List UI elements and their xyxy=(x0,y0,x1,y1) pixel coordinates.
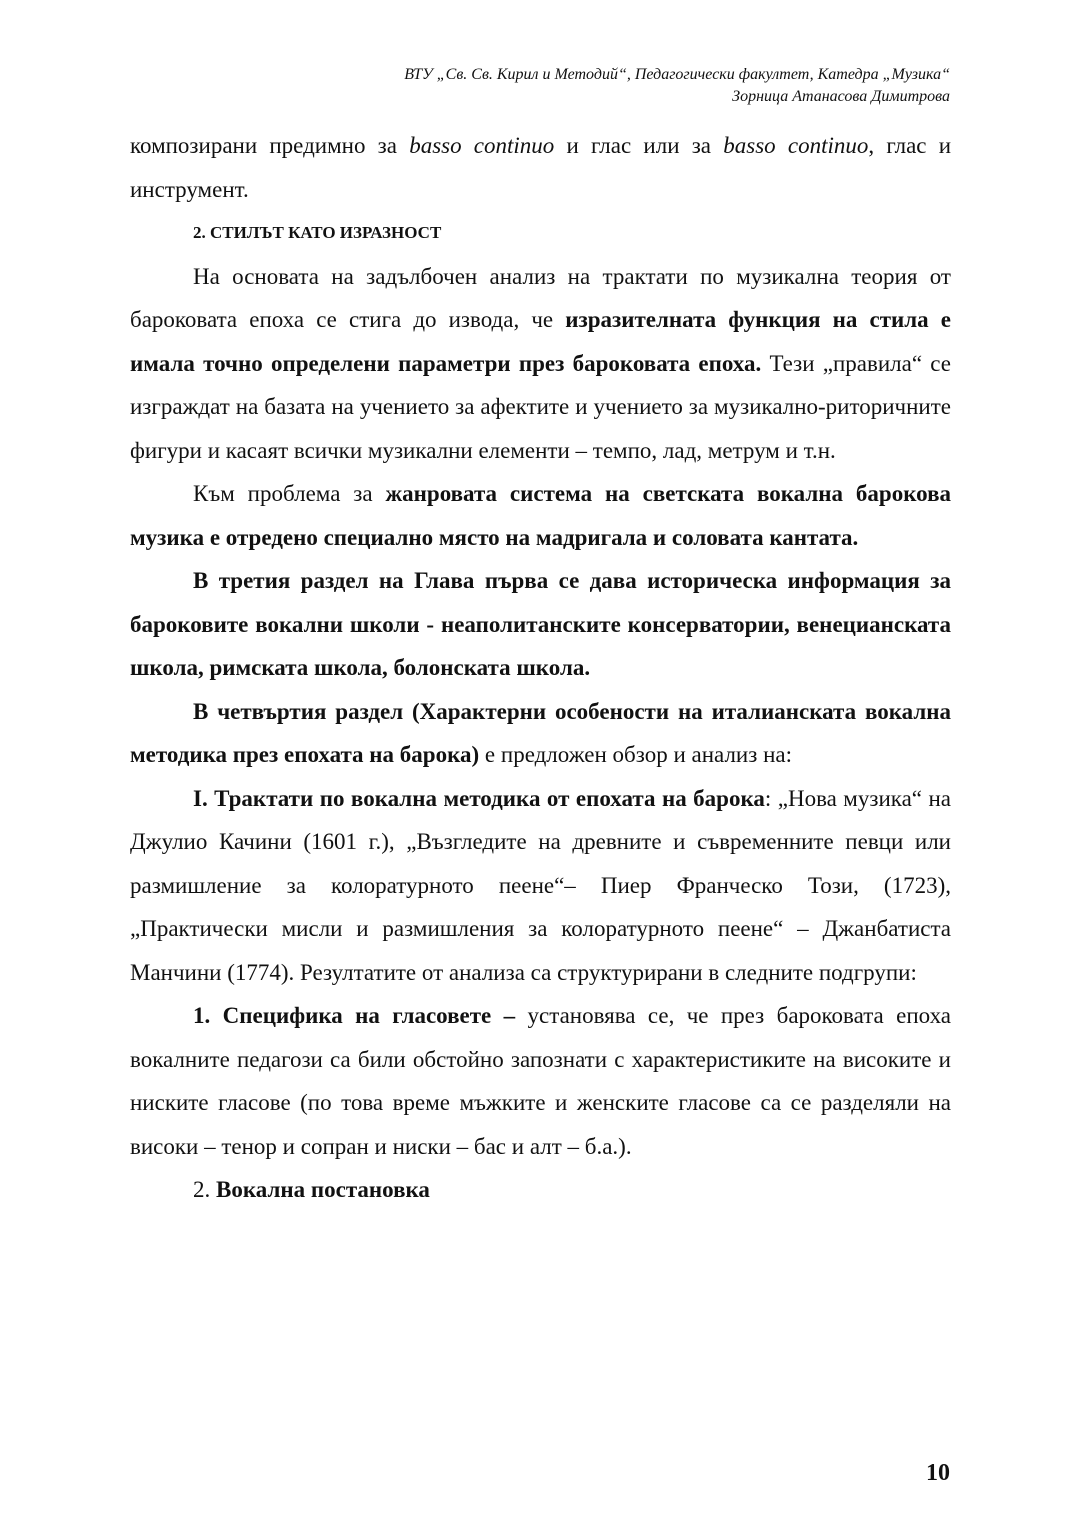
bold-span: 1. Специфика на гласовете – xyxy=(193,1003,516,1028)
header-author: Зорница Атанасова Димитрова xyxy=(732,88,950,105)
bold-span: I. Трактати по вокална методика от епохата на барока xyxy=(193,785,765,811)
paragraph-voice-specifics xyxy=(130,994,951,1168)
paragraph-genre-system xyxy=(130,472,951,559)
paragraph-vocal-posture xyxy=(130,1168,951,1212)
text-span: 2. xyxy=(193,1177,216,1202)
paragraph-style-expressiveness xyxy=(130,255,951,473)
text-span: установява се, че през бароковата епоха вокалните педагози са били обстойно запознати с характеристиките на високите и ниските гласове (по това време мъжките и женските гласове са се разделяли на високи – тенор и сопран и ниски – бас и алт – б.а.). xyxy=(130,1003,951,1159)
text-span: , глас и инструмент. xyxy=(130,133,952,202)
paragraph-vocal-schools xyxy=(130,559,951,690)
bold-span: жанровата система на светската вокална барокова музика е отредено специално място на мадригала и соловата кантата. xyxy=(130,481,951,550)
italic-term: basso continuo xyxy=(409,133,555,158)
italic-term: basso continuo xyxy=(723,133,869,158)
text-span: Тези „правила“ се изграждат на базата на учението за афектите и учението за музикално-риторичните фигури и касаят всички музикални елементи – темпо, лад, метрум и т.н. xyxy=(130,350,951,463)
text-span: е предложен обзор и анализ на: xyxy=(479,742,792,767)
text-span: Към проблема за xyxy=(193,481,386,506)
text-span: : „Нова музика“ на Джулио Качини (1601 г.), „Възгледите на древните и съвременните певци или размишление за колоратурното пеене“– Пиер Франческо Този, (1723), „Практически мисли и размишления за колоратурното пеене“ – Джанбатиста Манчини (1774). Резултатите от анализа са структурирани в следните подгрупи: xyxy=(130,785,951,985)
text-span: На основата на задълбочен анализ на трактати по музикална теория от бароковата епоха се стига до извода, че xyxy=(130,263,951,332)
running-header xyxy=(404,64,950,108)
header-institution: ВТУ „Св. Св. Кирил и Методий“, Педагогически факултет, Катедра „Музика“ xyxy=(404,66,950,83)
bold-span: изразителната функция на стила е имала точно определени параметри през бароковата епоха. xyxy=(130,307,951,376)
paragraph-continuation xyxy=(130,124,951,211)
bold-span: В третия раздел на Глава първа се дава историческа информация за бароковите вокални школи - неаполитанските консерватории, венецианската школа, римската школа, болонската школа. xyxy=(130,568,951,680)
paragraph-treatises xyxy=(130,777,951,995)
paragraph-fourth-section xyxy=(130,690,951,777)
section-heading: 2. СТИЛЪТ КАТО ИЗРАЗНОСТ xyxy=(193,223,442,242)
page-number: 10 xyxy=(926,1460,950,1486)
text-span: и глас или за xyxy=(554,133,724,158)
bold-span: Вокална постановка xyxy=(216,1177,430,1202)
page-body xyxy=(130,124,951,1212)
text-span: композирани предимно за xyxy=(130,133,410,158)
bold-span: В четвъртия раздел (Характерни особености на италианската вокална методика през епохата на барока) xyxy=(130,698,951,767)
